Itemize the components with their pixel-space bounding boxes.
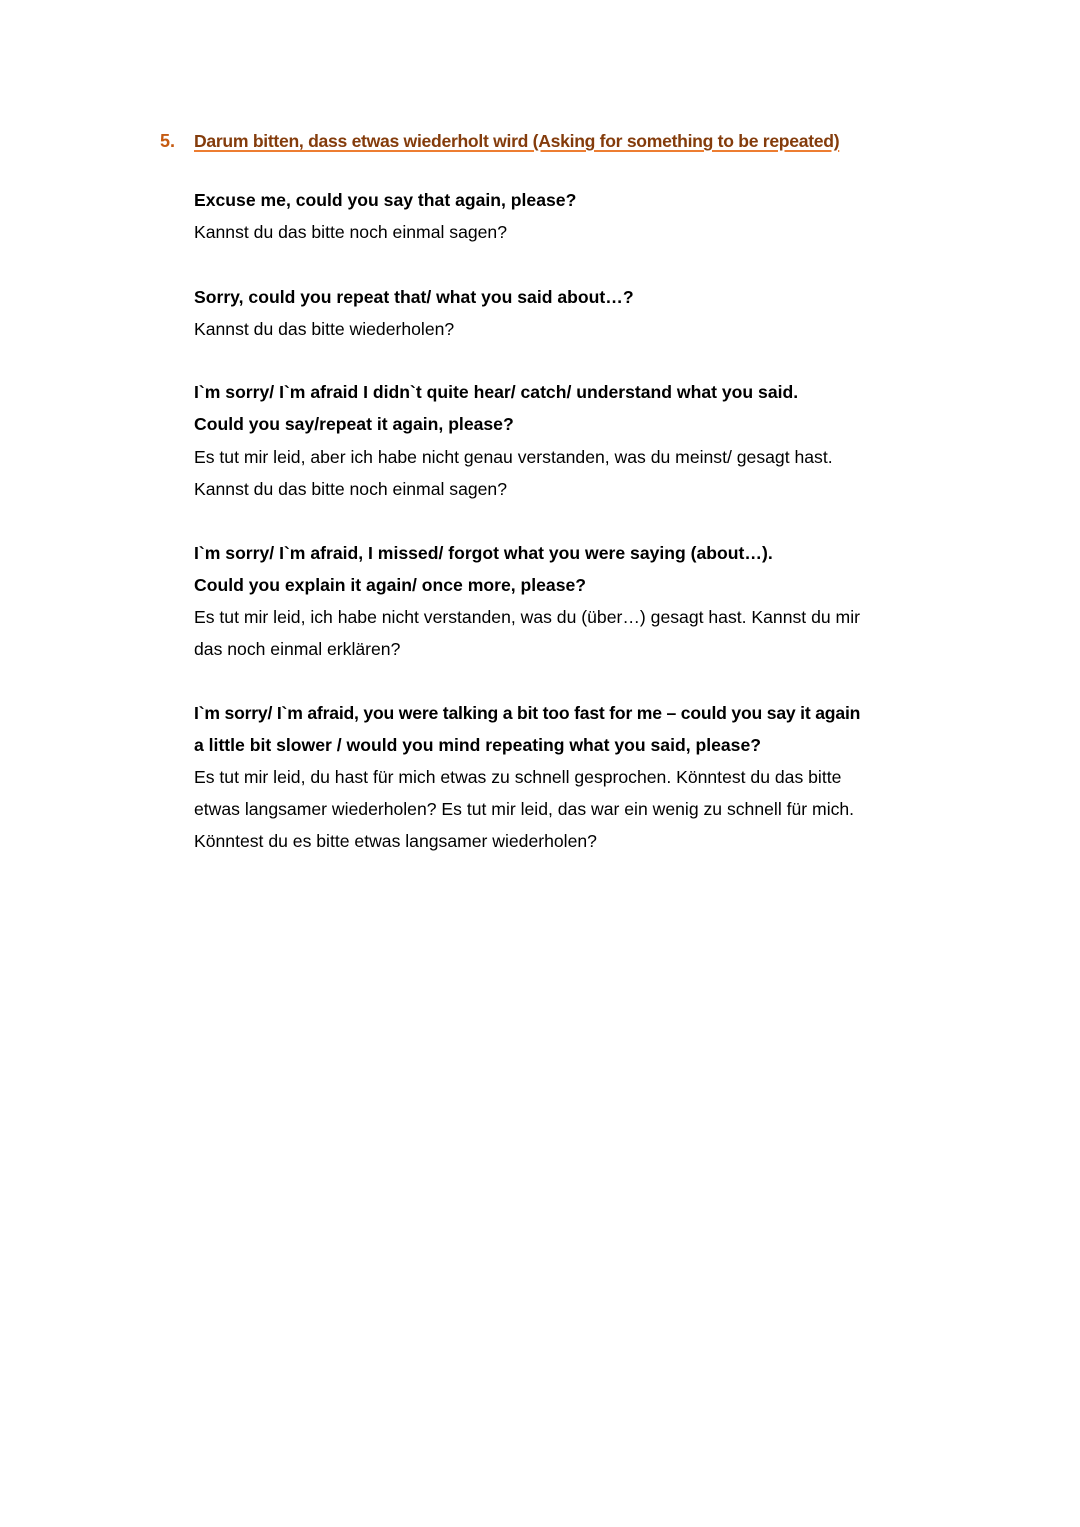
english-phrase: I`m sorry/ I`m afraid, you were talking a bit too fast for me – could you say it again [194,703,861,723]
english-phrase: Sorry, could you repeat that/ what you said about…? [194,287,634,307]
german-translation: Es tut mir leid, du hast für mich etwas zu schnell gesprochen. Könntest du das bitte [194,767,842,787]
english-phrase: I`m sorry/ I`m afraid, I missed/ forgot what you were saying (about…). [194,543,773,563]
german-translation: das noch einmal erklären? [194,639,401,659]
english-phrase: a little bit slower / would you mind repeating what you said, please? [194,735,762,755]
german-translation: Kannst du das bitte wiederholen? [194,319,455,339]
english-phrase: Excuse me, could you say that again, please? [194,190,577,210]
german-translation: Es tut mir leid, ich habe nicht verstanden, was du (über…) gesagt hast. Kannst du mir [194,607,860,627]
english-phrase: I`m sorry/ I`m afraid I didn`t quite hear/ catch/ understand what you said. [194,382,799,402]
german-translation: Könntest du es bitte etwas langsamer wiederholen? [194,831,597,851]
section-number: 5. [160,131,176,151]
english-phrase: Could you explain it again/ once more, please? [194,575,587,595]
german-translation: Es tut mir leid, aber ich habe nicht genau verstanden, was du meinst/ gesagt hast. [194,447,833,467]
section-heading: Darum bitten, dass etwas wiederholt wird (Asking for something to be repeated) [194,131,840,151]
german-translation: Kannst du das bitte noch einmal sagen? [194,479,507,499]
german-translation: Kannst du das bitte noch einmal sagen? [194,222,507,242]
german-translation: etwas langsamer wiederholen? Es tut mir leid, das war ein wenig zu schnell für mich. [194,799,855,819]
english-phrase: Could you say/repeat it again, please? [194,414,514,434]
